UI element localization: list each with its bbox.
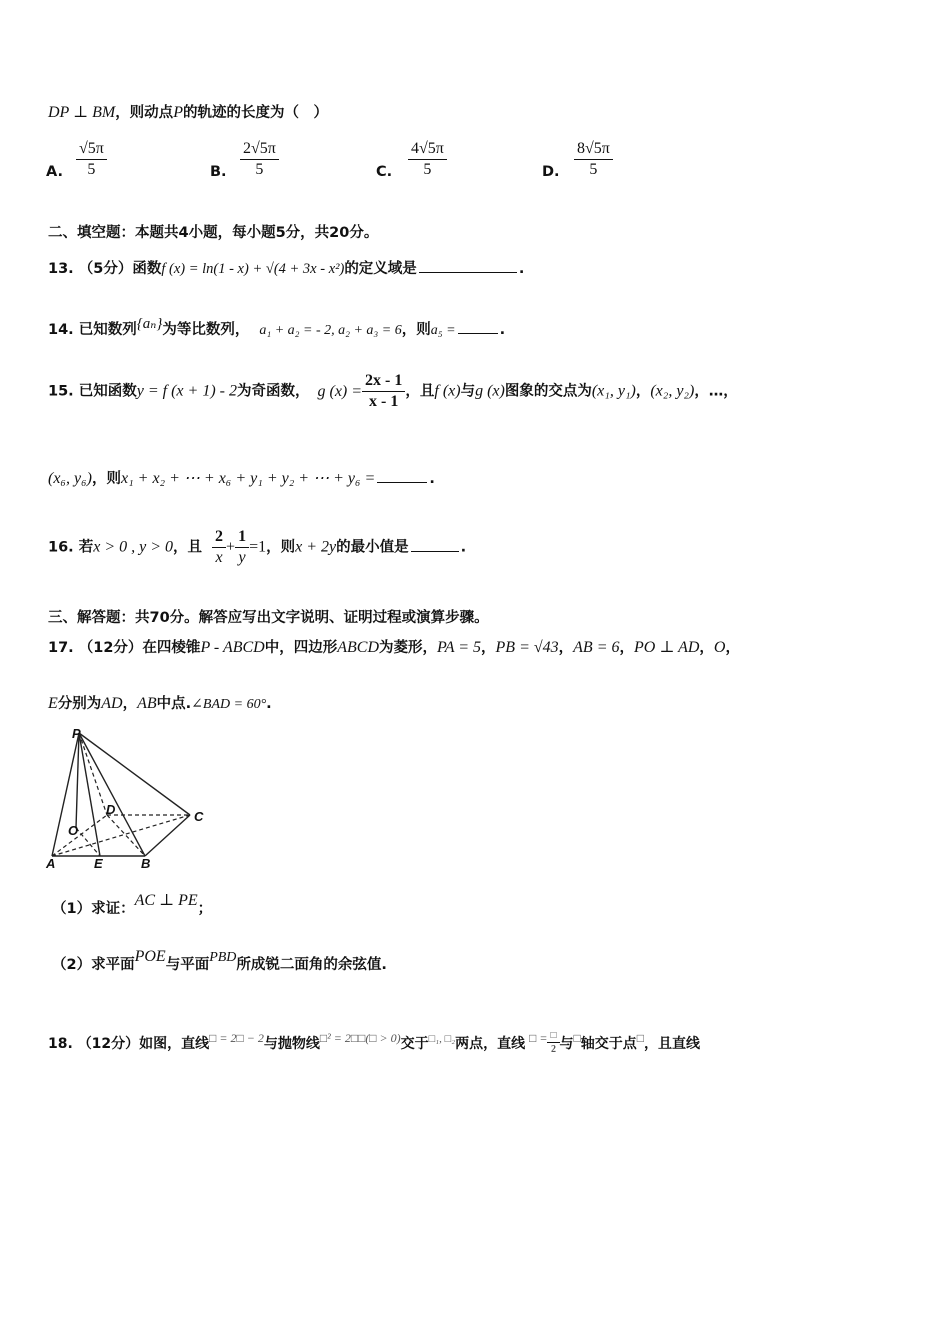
question-17: 17. （12分）在四棱锥P - ABCD中，四边形ABCD为菱形，PA = 5，PB = √43，AB = 6，PO ⊥ AD，O， xyxy=(48,639,740,656)
question-16: 16. 若x > 0 , y > 0，且 $\frac{2}{x}$ + $\frac{1}{y}$ =1，则x + 2y的最小值是 . xyxy=(48,528,467,566)
label-b: B xyxy=(141,856,151,871)
section-2-heading: 二、填空题：本题共4小题，每小题5分，共20分。 xyxy=(48,225,379,241)
label-o: O xyxy=(68,823,79,838)
question-17-part-2: （2）求平面POE与平面PBD所成锐二面角的余弦值. xyxy=(52,948,387,973)
answer-blank-16[interactable] xyxy=(411,550,459,552)
label-e: E xyxy=(94,856,103,871)
section-3-heading: 三、解答题：共70分。解答应写出文字说明、证明过程或演算步骤。 xyxy=(48,610,489,626)
pyramid-figure xyxy=(42,725,212,875)
q12-tail: DP ⊥ BM，则动点P的轨迹的长度为（ ） xyxy=(48,104,328,121)
label-d: D xyxy=(106,802,116,817)
question-15-cont: (x₆, y₆)，则x₁ + x₂ + ⋯ + x₆ + y₁ + y₂ + ⋯ + y₆ = . xyxy=(48,470,435,487)
answer-blank-15[interactable] xyxy=(377,481,427,483)
question-17-cont: E分别为AD，AB中点.∠BAD = 60°. xyxy=(48,695,272,712)
answer-blank-14[interactable] xyxy=(458,332,498,334)
question-15: 15. 已知函数y = f (x + 1) - 2为奇函数， g (x) = $\frac{2x - 1}{x - 1}$ ，且f (x)与g (x)图象的交点为(x₁, y₁)，(x₂, y₂)，…， xyxy=(48,372,738,410)
label-p: P xyxy=(72,726,81,741)
question-14: 14. 已知数列{aₙ}为等比数列， a₁ + a₂ = - 2, a₂ + a₃ = 6，则a₅ = . xyxy=(48,316,506,338)
q12-math: DP ⊥ BM xyxy=(48,104,116,121)
question-18: 18. （12分）如图，直线□ = 2□ − 2与抛物线□² = 2□□(□ > 0)交于□₁, □₂两点，直线 □ = $\frac{□}{2}$ 与□轴交于点□，且直线 xyxy=(48,1030,700,1055)
edge-pd xyxy=(79,733,107,815)
question-13: 13. （5分）函数f (x) = ln(1 - x) + √(4 + 3x - x²)的定义域是 . xyxy=(48,261,525,277)
answer-blank-13[interactable] xyxy=(419,271,517,273)
question-17-part-1: （1）求证：AC ⊥ PE； xyxy=(52,892,213,917)
label-a: A xyxy=(46,856,56,871)
q15-g-fraction: $\frac{2x - 1}{x - 1}$ xyxy=(362,372,405,411)
edge-pc xyxy=(79,733,190,815)
label-c: C xyxy=(194,809,204,824)
